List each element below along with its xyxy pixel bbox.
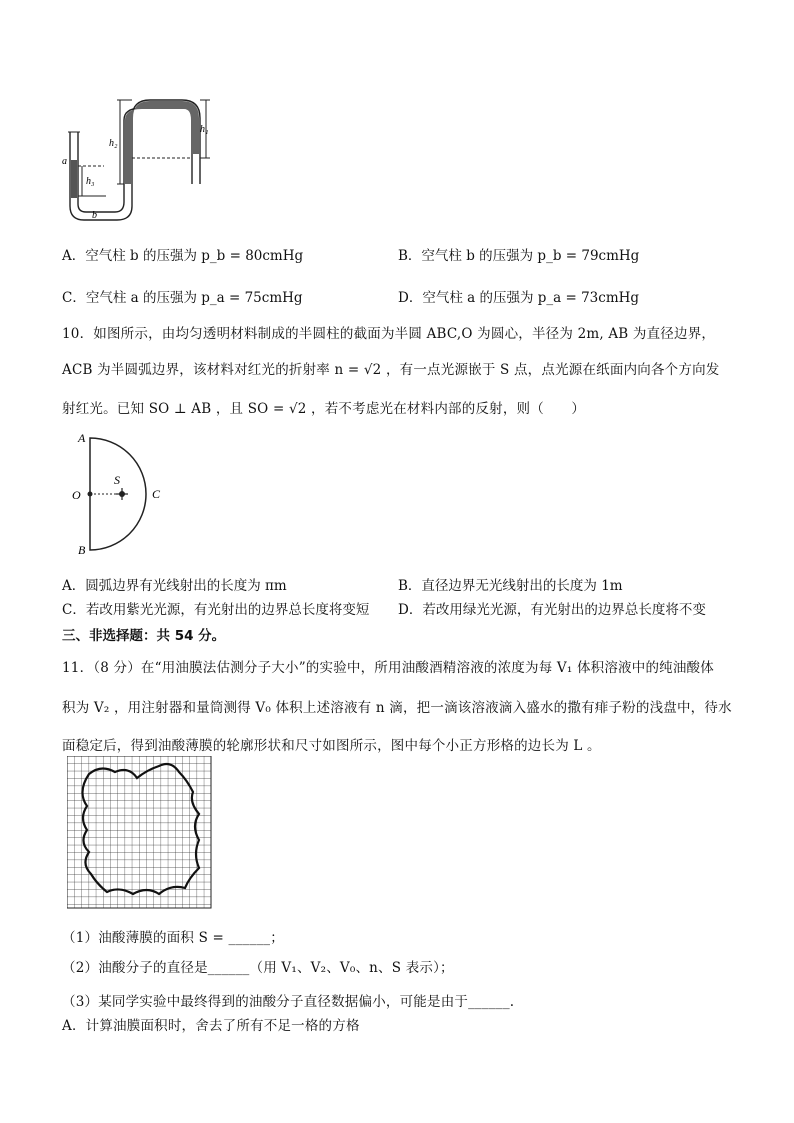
oil-film-grid-figure (67, 756, 217, 914)
point-a-label: A (78, 431, 86, 445)
q11-stem-line2: 积为 V₂ ，用注射器和量筒测得 V₀ 体积上述溶液有 n 滴，把一滴该溶液滴入盛水的撒有痱子粉的浅盘中，待水 (62, 700, 732, 716)
semicircle-figure (70, 430, 180, 558)
q10-option-d: D．若改用绿光光源，有光射出的边界总长度将不变 (398, 602, 706, 618)
q10-stem-line1: 10．如图所示，由均匀透明材料制成的半圆柱的截面为半圆 ABC,O 为圆心，半径为 2m, AB 为直径边界， (62, 326, 716, 342)
q9-option-d: D．空气柱 a 的压强为 p_a = 73cmHg (398, 290, 640, 306)
q9-option-b: B．空气柱 b 的压强为 p_b = 79cmHg (398, 248, 640, 264)
q10-option-c: C．若改用紫光光源，有光射出的边界总长度将变短 (62, 602, 370, 618)
point-c-label: C (152, 487, 161, 501)
q9-option-a: A．空气柱 b 的压强为 p_b = 80cmHg (62, 248, 304, 264)
point-s-label: S (114, 473, 120, 487)
q10-stem-line3: 射红光。已知 SO ⊥ AB ，且 SO = √2 ，若不考虑光在材料内部的反射，则（ ） (62, 401, 586, 417)
q11-option-a: A．计算油膜面积时，舍去了所有不足一格的方格 (62, 1018, 360, 1034)
h1-label: h₁ (200, 124, 209, 135)
q10-option-b: B．直径边界无光线射出的长度为 1m (398, 578, 623, 594)
q11-stem-line1: 11．（8 分）在“用油膜法估测分子大小”的实验中，所用油酸酒精溶液的浓度为每 V₁ 体积溶液中的纯油酸体 (62, 660, 714, 676)
q10-option-a: A．圆弧边界有光线射出的长度为 πm (62, 578, 287, 594)
q11-stem-line3: 面稳定后，得到油酸薄膜的轮廓形状和尺寸如图所示，图中每个小正方形格的边长为 L 。 (62, 738, 601, 754)
q11-sub2: （2）油酸分子的直径是______（用 V₁、V₂、V₀、n、S 表示）； (62, 960, 454, 976)
b-label: b (92, 210, 97, 221)
q9-option-c: C．空气柱 a 的压强为 p_a = 75cmHg (62, 290, 303, 306)
a-label: a (62, 156, 67, 167)
q11-sub1: （1）油酸薄膜的面积 S = ______； (62, 930, 284, 946)
h2-label: h₂ (109, 138, 118, 149)
point-o-label: O (72, 488, 81, 502)
h3-label: h₃ (86, 176, 95, 187)
section-3-heading: 三、非选择题：共 54 分。 (62, 628, 226, 644)
q11-sub3: （3）某同学实验中最终得到的油酸分子直径数据偏小，可能是由于______. (62, 994, 515, 1010)
point-b-label: B (78, 543, 86, 557)
u-tube-figure (62, 96, 222, 226)
q10-stem-line2: ACB 为半圆弧边界，该材料对红光的折射率 n = √2 ，有一点光源嵌于 S 点，点光源在纸面内向各个方向发 (62, 362, 720, 378)
